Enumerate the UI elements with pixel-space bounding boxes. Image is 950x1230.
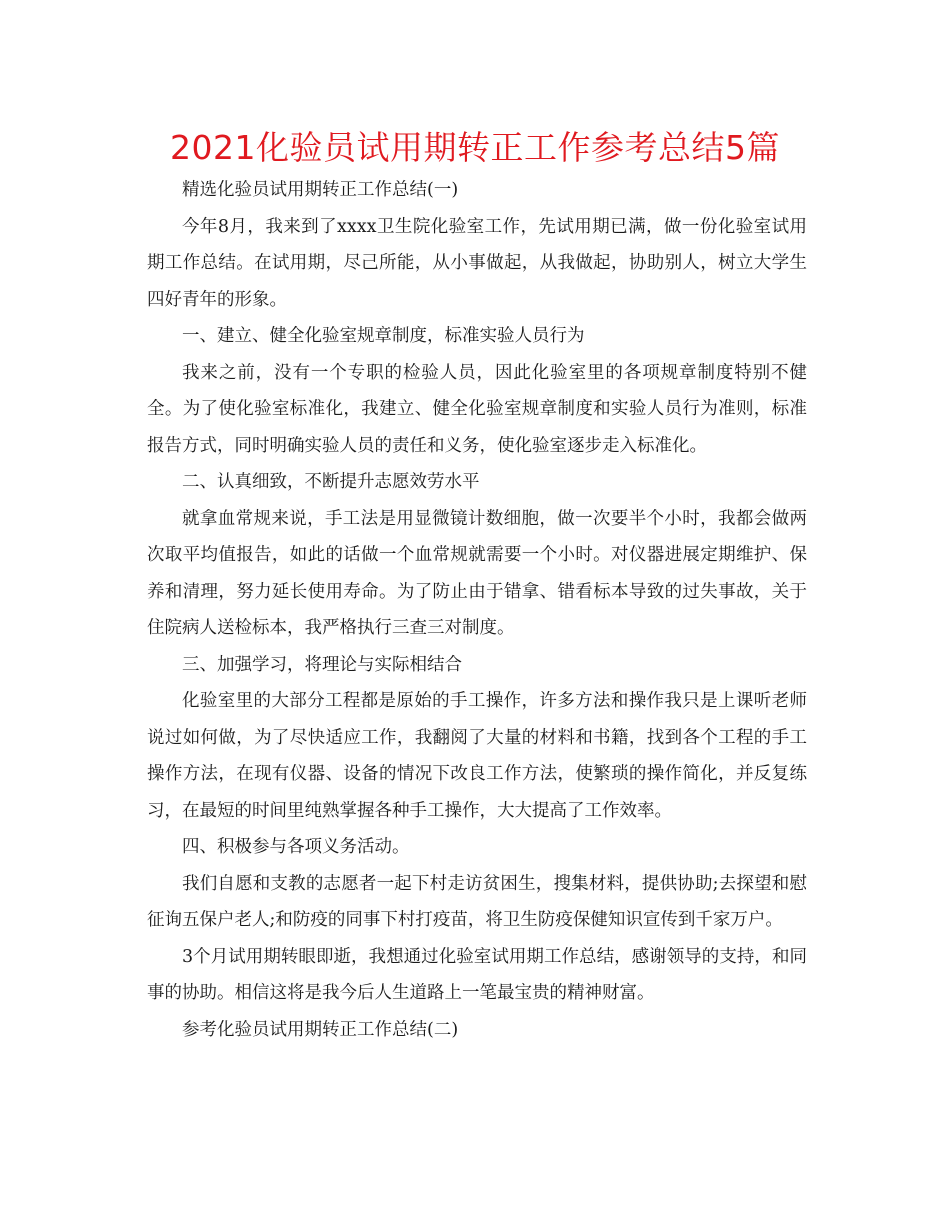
- section-heading: 三、加强学习，将理论与实际相结合: [182, 654, 462, 675]
- document-title: 2021化验员试用期转正工作参考总结5篇: [170, 128, 780, 167]
- paragraph: 化验室里的大部分工程都是原始的手工操作，许多方法和操作我只是上课听老师说过如何做，为了尽快适应工作，我翻阅了大量的材料和书籍，找到各个工程的手工操作方法，在现有仪器、设备的情况下改良工作方法，使繁琐的操作简化，并反复练习，在最短的时间里纯熟掌握各种手工操作，大大提高了工作效率。: [147, 691, 807, 821]
- section-heading: 四、积极参与各项义务活动。: [182, 837, 410, 857]
- section-heading: 二、认真细致，不断提升志愿效劳水平: [182, 472, 480, 492]
- section-heading: 参考化验员试用期转正工作总结(二): [182, 1019, 459, 1040]
- paragraph: 我们自愿和支教的志愿者一起下村走访贫困生，搜集材料，提供协助;去探望和慰征询五保户老人;和防疫的同事下村打疫苗，将卫生防疫保健知识宣传到千家万户。: [147, 873, 807, 930]
- paragraph: 今年8月，我来到了xxxx卫生院化验室工作，先试用期已满，做一份化验室试用期工作总结。在试用期，尽己所能，从小事做起，从我做起，协助别人，树立大学生四好青年的形象。: [147, 216, 807, 310]
- document-body: [147, 172, 807, 1048]
- section-heading: 精选化验员试用期转正工作总结(一): [182, 180, 459, 200]
- paragraph: 3个月试用期转眼即逝，我想通过化验室试用期工作总结，感谢领导的支持，和同事的协助。相信这将是我今后人生道路上一笔最宝贵的精神财富。: [147, 946, 807, 1003]
- section-heading: 一、建立、健全化验室规章制度，标准实验人员行为: [182, 326, 585, 346]
- paragraph: 就拿血常规来说，手工法是用显微镜计数细胞，做一次要半个小时，我都会做两次取平均值报告，如此的话做一个血常规就需要一个小时。对仪器进展定期维护、保养和清理，努力延长使用寿命。为了防止由于错拿、错看标本导致的过失事故，关于住院病人送检标本，我严格执行三查三对制度。: [147, 508, 807, 638]
- paragraph: 我来之前，没有一个专职的检验人员，因此化验室里的各项规章制度特别不健全。为了使化验室标准化，我建立、健全化验室规章制度和实验人员行为准则，标准报告方式，同时明确实验人员的责任和义务，使化验室逐步走入标准化。: [147, 362, 807, 456]
